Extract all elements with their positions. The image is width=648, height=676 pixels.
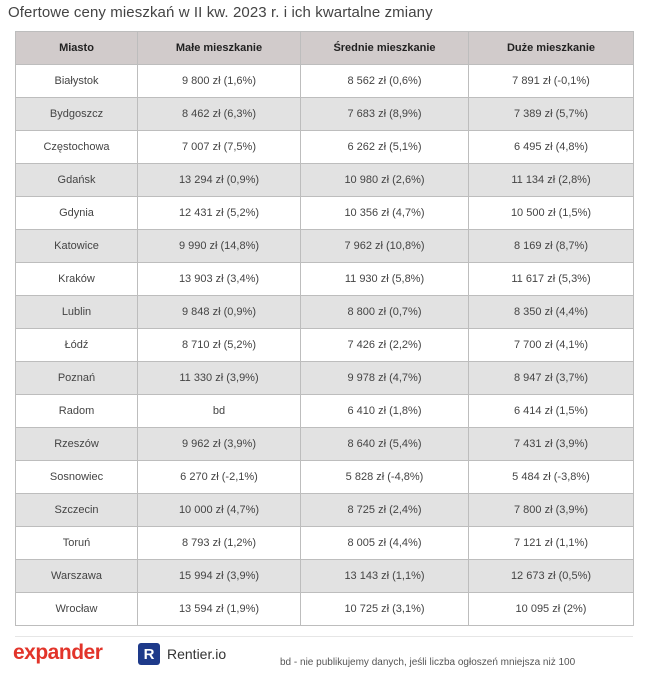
cell-medium-flat: 8 640 zł (5,4%): [301, 428, 469, 461]
cell-city: Warszawa: [16, 560, 138, 593]
table-row: [16, 560, 634, 593]
cell-medium-flat: 7 962 zł (10,8%): [301, 230, 469, 263]
cell-city: Gdańsk: [16, 164, 138, 197]
cell-city: Wrocław: [16, 593, 138, 626]
cell-medium-flat: 13 143 zł (1,1%): [301, 560, 469, 593]
cell-city: Szczecin: [16, 494, 138, 527]
cell-large-flat: 5 484 zł (-3,8%): [469, 461, 634, 494]
cell-medium-flat: 7 683 zł (8,9%): [301, 98, 469, 131]
cell-large-flat: 7 389 zł (5,7%): [469, 98, 634, 131]
cell-medium-flat: 5 828 zł (-4,8%): [301, 461, 469, 494]
cell-medium-flat: 8 005 zł (4,4%): [301, 527, 469, 560]
cell-large-flat: 7 700 zł (4,1%): [469, 329, 634, 362]
cell-city: Częstochowa: [16, 131, 138, 164]
column-header-large: Duże mieszkanie: [469, 32, 634, 65]
cell-small-flat: 10 000 zł (4,7%): [138, 494, 301, 527]
cell-medium-flat: 11 930 zł (5,8%): [301, 263, 469, 296]
table-row: [16, 461, 634, 494]
cell-small-flat: 7 007 zł (7,5%): [138, 131, 301, 164]
table-row: [16, 494, 634, 527]
cell-small-flat: 12 431 zł (5,2%): [138, 197, 301, 230]
cell-city: Rzeszów: [16, 428, 138, 461]
table-row: [16, 362, 634, 395]
table-row: [16, 230, 634, 263]
expander-logo-text: expander: [13, 641, 103, 664]
cell-small-flat: 8 793 zł (1,2%): [138, 527, 301, 560]
cell-medium-flat: 10 980 zł (2,6%): [301, 164, 469, 197]
cell-large-flat: 7 121 zł (1,1%): [469, 527, 634, 560]
cell-medium-flat: 7 426 zł (2,2%): [301, 329, 469, 362]
table-header-row: [16, 32, 634, 65]
cell-small-flat: 13 903 zł (3,4%): [138, 263, 301, 296]
rentier-logo-mark: R: [143, 645, 155, 663]
cell-large-flat: 6 414 zł (1,5%): [469, 395, 634, 428]
table-row: [16, 263, 634, 296]
table-body: [16, 65, 634, 626]
cell-city: Kraków: [16, 263, 138, 296]
column-header-medium: Średnie mieszkanie: [301, 32, 469, 65]
cell-medium-flat: 6 262 zł (5,1%): [301, 131, 469, 164]
cell-small-flat: 6 270 zł (-2,1%): [138, 461, 301, 494]
cell-medium-flat: 10 725 zł (3,1%): [301, 593, 469, 626]
cell-large-flat: 7 800 zł (3,9%): [469, 494, 634, 527]
cell-small-flat: 11 330 zł (3,9%): [138, 362, 301, 395]
table-row: [16, 98, 634, 131]
table-row: [16, 593, 634, 626]
table-row: [16, 527, 634, 560]
cell-large-flat: 10 095 zł (2%): [469, 593, 634, 626]
cell-city: Sosnowiec: [16, 461, 138, 494]
cell-medium-flat: 8 562 zł (0,6%): [301, 65, 469, 98]
cell-city: Poznań: [16, 362, 138, 395]
cell-large-flat: 11 134 zł (2,8%): [469, 164, 634, 197]
cell-small-flat: 9 800 zł (1,6%): [138, 65, 301, 98]
table-row: [16, 428, 634, 461]
cell-city: Białystok: [16, 65, 138, 98]
cell-medium-flat: 6 410 zł (1,8%): [301, 395, 469, 428]
price-table: [15, 31, 634, 626]
cell-large-flat: 8 350 zł (4,4%): [469, 296, 634, 329]
cell-large-flat: 10 500 zł (1,5%): [469, 197, 634, 230]
cell-small-flat: 9 848 zł (0,9%): [138, 296, 301, 329]
table-row: [16, 296, 634, 329]
cell-small-flat: 8 710 zł (5,2%): [138, 329, 301, 362]
cell-medium-flat: 8 800 zł (0,7%): [301, 296, 469, 329]
table-row: [16, 65, 634, 98]
cell-city: Toruń: [16, 527, 138, 560]
rentier-logo-icon: [138, 643, 160, 665]
cell-city: Gdynia: [16, 197, 138, 230]
cell-city: Radom: [16, 395, 138, 428]
cell-small-flat: 9 962 zł (3,9%): [138, 428, 301, 461]
cell-large-flat: 8 169 zł (8,7%): [469, 230, 634, 263]
table-row: [16, 329, 634, 362]
column-header-city: Miasto: [16, 32, 138, 65]
cell-medium-flat: 10 356 zł (4,7%): [301, 197, 469, 230]
cell-large-flat: 6 495 zł (4,8%): [469, 131, 634, 164]
cell-medium-flat: 9 978 zł (4,7%): [301, 362, 469, 395]
cell-small-flat: 13 594 zł (1,9%): [138, 593, 301, 626]
column-header-small: Małe mieszkanie: [138, 32, 301, 65]
cell-large-flat: 12 673 zł (0,5%): [469, 560, 634, 593]
table-row: [16, 131, 634, 164]
expander-logo: [13, 641, 102, 665]
cell-small-flat: bd: [138, 395, 301, 428]
cell-small-flat: 13 294 zł (0,9%): [138, 164, 301, 197]
cell-city: Katowice: [16, 230, 138, 263]
cell-small-flat: 15 994 zł (3,9%): [138, 560, 301, 593]
table-row: [16, 395, 634, 428]
page-title: Ofertowe ceny mieszkań w II kw. 2023 r. i ich kwartalne zmiany: [8, 4, 433, 21]
cell-city: Bydgoszcz: [16, 98, 138, 131]
cell-city: Łódź: [16, 329, 138, 362]
rentier-logo-text: Rentier.io: [167, 646, 227, 662]
cell-large-flat: 11 617 zł (5,3%): [469, 263, 634, 296]
cell-small-flat: 8 462 zł (6,3%): [138, 98, 301, 131]
cell-small-flat: 9 990 zł (14,8%): [138, 230, 301, 263]
table-row: [16, 164, 634, 197]
cell-medium-flat: 8 725 zł (2,4%): [301, 494, 469, 527]
footer-divider: [15, 636, 633, 637]
cell-large-flat: 7 431 zł (3,9%): [469, 428, 634, 461]
footnote: bd - nie publikujemy danych, jeśli liczba ogłoszeń mniejsza niż 100: [280, 657, 576, 668]
cell-city: Lublin: [16, 296, 138, 329]
cell-large-flat: 7 891 zł (-0,1%): [469, 65, 634, 98]
table-row: [16, 197, 634, 230]
cell-large-flat: 8 947 zł (3,7%): [469, 362, 634, 395]
